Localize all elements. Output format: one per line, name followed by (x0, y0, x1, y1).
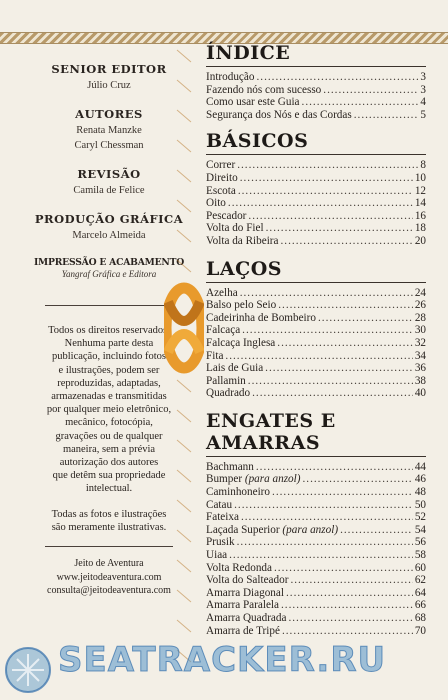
watermark-text: SEATRACKER.RU (58, 640, 387, 680)
toc-entry-label (206, 287, 238, 300)
toc-entry[interactable] (206, 324, 426, 337)
toc-entry[interactable] (206, 84, 426, 97)
toc-section (206, 410, 426, 637)
toc-entry-label (206, 499, 232, 512)
dot-leader (248, 375, 413, 388)
toc-page-number: 14 (414, 197, 426, 210)
credit-name: Camila de Felice (73, 185, 145, 196)
dot-leader (266, 222, 413, 235)
toc-entry-note: (para anzol) (244, 473, 301, 486)
photos-line: Todas as fotos e ilustrações (51, 508, 167, 520)
toc-entry-title: Bumper (206, 473, 243, 486)
dot-leader (238, 185, 413, 198)
dot-leader (340, 524, 413, 537)
toc-entry-title: Volta Redonda (206, 561, 272, 574)
toc-entry-label (206, 96, 300, 109)
toc-page-number: 18 (414, 222, 426, 235)
credit-name: Renata Manzke (76, 125, 142, 136)
toc-entry[interactable] (206, 612, 426, 625)
dot-leader (272, 486, 413, 499)
toc-entry[interactable] (206, 172, 426, 185)
dot-leader (354, 109, 419, 122)
toc-page-number: 26 (414, 299, 426, 312)
toc-entry-title: Balso pelo Seio (206, 299, 277, 312)
toc-page-number: 24 (414, 286, 426, 299)
toc-entry-note: (para anzol) (282, 523, 339, 536)
toc-page-number: 50 (414, 498, 426, 511)
toc-page-number: 46 (414, 473, 426, 486)
toc-entry[interactable] (206, 499, 426, 512)
toc-list (206, 159, 426, 247)
rights-line: armazenadas e transmitidas (51, 391, 167, 403)
toc-entry[interactable] (206, 210, 426, 223)
dot-leader (240, 172, 413, 185)
toc-entry-title: Azelha (206, 286, 238, 299)
credit-heading: SENIOR EDITOR (51, 62, 167, 76)
rights-line: por qualquer meio eletrônico, (46, 404, 172, 416)
toc-page-number: 44 (414, 460, 426, 473)
dot-leader (278, 299, 413, 312)
toc-entry-label (206, 197, 226, 210)
toc-page-number: 34 (414, 349, 426, 362)
toc-entry-title: Volta do Salteador (206, 574, 289, 587)
dot-leader (234, 499, 413, 512)
toc-list (206, 71, 426, 121)
toc-entry[interactable] (206, 159, 426, 172)
toc-entry[interactable] (206, 362, 426, 375)
toc-entry-title: Pallamin (206, 374, 246, 387)
website-link[interactable]: www.jeitodeaventura.com (56, 571, 162, 583)
toc-entry-title: Falcaça (206, 324, 241, 337)
rights-line: e ilustrações, podem ser (58, 364, 160, 376)
toc-entry-title: Cadeirinha de Bombeiro (206, 311, 316, 324)
toc-page-number: 3 (420, 83, 426, 96)
toc-entry-title: Oito (206, 197, 226, 210)
credit-name: Yangraf Gráfica e Editora (61, 269, 157, 279)
toc-page-number: 16 (414, 209, 426, 222)
dot-leader (240, 287, 413, 300)
toc-entry-title: Amarra Quadrada (206, 612, 287, 624)
rights-line: Todos os direitos reservados. (48, 325, 170, 336)
toc-entry-title: Uiaa (206, 549, 228, 562)
toc-entry-label (206, 159, 235, 172)
credit-heading: IMPRESSÃO E ACABAMENTO (33, 257, 185, 268)
toc-entry[interactable] (206, 109, 426, 122)
toc-entry[interactable] (206, 287, 426, 300)
credit-heading: AUTORES (75, 107, 143, 121)
toc-entry[interactable] (206, 350, 426, 363)
toc-page-number: 5 (420, 108, 426, 121)
toc-entry-title: Escota (206, 184, 236, 197)
toc-section (206, 42, 426, 121)
toc-entry-label (206, 337, 275, 350)
toc-entry-title: Como usar este Guia (206, 96, 300, 109)
toc-page-number: 20 (414, 234, 426, 247)
toc-entry-label (206, 299, 276, 312)
toc-entry-label (206, 172, 238, 185)
toc-entry-title: Amarra Paralela (206, 599, 279, 612)
toc-entry[interactable] (206, 562, 426, 575)
toc-page-number: 4 (420, 96, 426, 109)
toc-entry-label (206, 587, 284, 600)
dot-leader (281, 235, 413, 248)
dot-leader (241, 511, 413, 524)
toc-entry[interactable] (206, 185, 426, 198)
credit-heading: PRODUÇÃO GRÁFICA (34, 212, 184, 226)
toc-entry[interactable] (206, 222, 426, 235)
rights-line: maneira, sem a prévia (62, 443, 156, 455)
toc-entry-title: Amarra de Tripé (206, 624, 280, 637)
dot-leader (256, 71, 418, 84)
dot-leader (277, 337, 413, 350)
toc-page-number: 3 (420, 71, 426, 83)
dot-leader (225, 350, 412, 363)
dot-leader (323, 84, 418, 97)
rights-line: mecânico, fotocópia, (65, 417, 153, 429)
toc-page-number: 56 (414, 536, 426, 549)
toc-page-number: 32 (414, 336, 426, 349)
toc-entry-title: Pescador (206, 209, 247, 222)
toc-entry[interactable] (206, 71, 426, 84)
toc-entry[interactable] (206, 473, 426, 486)
toc-entry-title: Segurança dos Nós e das Cordas (206, 108, 352, 121)
toc-entry[interactable] (206, 486, 426, 499)
toc-entry-title: Falcaça Inglesa (206, 336, 276, 349)
toc-entry-label (206, 350, 223, 363)
toc-entry-label (206, 185, 236, 198)
divider (45, 546, 173, 547)
credit-name: Júlio Cruz (87, 80, 131, 91)
section-title: ENGATES E AMARRAS (206, 410, 426, 457)
toc-entry-label (206, 511, 239, 524)
toc-entry[interactable] (206, 337, 426, 350)
toc-entry-title: Lais de Guia (206, 362, 264, 375)
toc-page-number: 10 (414, 171, 426, 184)
section-title: BÁSICOS (206, 130, 426, 155)
toc-entry[interactable] (206, 299, 426, 312)
section-title: ÍNDICE (206, 42, 426, 67)
toc-entry-title: Fita (206, 349, 224, 362)
toc-entry-label (206, 549, 227, 562)
dot-leader (237, 159, 418, 172)
toc-entry[interactable] (206, 574, 426, 587)
photos-line: são meramente ilustrativas. (51, 521, 167, 533)
toc-entry[interactable] (206, 587, 426, 600)
toc-entry-title: Volta do Fiel (206, 222, 264, 235)
credit-heading: REVISÃO (77, 167, 141, 181)
toc-entry[interactable] (206, 599, 426, 612)
rights-line: autorização dos autores (59, 457, 159, 469)
toc-entry-label (206, 362, 263, 375)
dot-leader (302, 473, 412, 486)
toc-entry-label (206, 222, 264, 235)
dot-leader (274, 562, 413, 575)
toc-page-number: 38 (414, 374, 426, 387)
rights-line: Nenhuma parte desta (64, 338, 154, 350)
email-link[interactable]: consulta@jeitodeaventura.com (47, 585, 171, 597)
toc-entry[interactable] (206, 235, 426, 248)
toc-entry-title: Quadrado (206, 387, 251, 400)
toc-entry-label (206, 473, 300, 486)
toc-entry-label (206, 210, 246, 223)
toc-page-number: 40 (414, 387, 426, 400)
toc-entry-label (206, 461, 254, 474)
toc-entry[interactable] (206, 312, 426, 325)
toc-page-number: 48 (414, 486, 426, 499)
dot-leader (318, 312, 413, 325)
toc-entry-label (206, 312, 316, 325)
dot-leader (281, 599, 413, 612)
toc-entry[interactable] (206, 524, 426, 537)
toc-page-number: 28 (414, 311, 426, 324)
credit-name: Marcelo Almeida (72, 230, 146, 241)
toc-entry[interactable] (206, 549, 426, 562)
toc-entry-title: Catau (206, 498, 233, 511)
dot-leader (256, 461, 413, 474)
toc-page-number: 52 (414, 511, 426, 524)
rights-line: reproduzidas, adaptadas, (57, 377, 161, 389)
dot-leader (252, 387, 413, 400)
toc-page-number: 30 (414, 324, 426, 337)
toc-entry-label (206, 536, 235, 549)
toc-entry[interactable] (206, 387, 426, 400)
toc-page-number: 58 (414, 549, 426, 562)
toc-page-number: 60 (414, 561, 426, 574)
toc-entry-label (206, 375, 246, 388)
toc-entry[interactable] (206, 375, 426, 388)
dot-leader (286, 587, 413, 600)
toc-entry-label (206, 486, 270, 499)
toc-entry-label (206, 387, 250, 400)
publisher-name: Jeito de Aventura (74, 558, 144, 570)
toc-page-number: 12 (414, 184, 426, 197)
dot-leader (288, 612, 412, 625)
toc-page-number: 8 (420, 159, 426, 172)
toc-list (206, 461, 426, 637)
toc-entry-label (206, 524, 338, 537)
toc-entry[interactable] (206, 511, 426, 524)
toc-entry-title: Bachmann (206, 460, 254, 473)
dot-leader (229, 549, 413, 562)
toc-entry-title: Direito (206, 171, 238, 184)
table-of-contents (206, 42, 426, 637)
toc-entry-label (206, 324, 240, 337)
dot-leader (237, 536, 413, 549)
dot-leader (265, 362, 413, 375)
toc-entry-label (206, 71, 254, 84)
toc-entry-title: Volta da Ribeira (206, 234, 279, 247)
credit-name: Caryl Chessman (74, 140, 144, 151)
toc-entry[interactable] (206, 461, 426, 474)
dot-leader (290, 574, 412, 587)
toc-entry-title: Fateixa (206, 511, 239, 524)
toc-page-number: 68 (414, 612, 426, 624)
toc-page-number: 54 (414, 523, 426, 536)
toc-list (206, 287, 426, 400)
dot-leader (302, 96, 419, 109)
toc-section (206, 258, 426, 400)
toc-entry[interactable] (206, 536, 426, 549)
toc-entry[interactable] (206, 96, 426, 109)
rights-line: gravações ou de qualquer (55, 430, 163, 442)
divider (45, 305, 173, 306)
toc-entry-title: Introdução (206, 71, 255, 83)
rope-knot-illustration (164, 40, 204, 700)
section-title: LAÇOS (206, 258, 426, 283)
toc-entry-label (206, 612, 286, 625)
toc-entry-label (206, 109, 352, 122)
toc-page-number: 62 (414, 574, 426, 587)
toc-entry-title: Correr (206, 159, 236, 172)
toc-entry-title: Caminhoneiro (206, 486, 271, 499)
toc-entry-label (206, 574, 288, 587)
toc-section (206, 130, 426, 247)
toc-entry-title: Fazendo nós com sucesso (206, 83, 322, 96)
toc-entry-title: Amarra Diagonal (206, 586, 284, 599)
dot-leader (248, 210, 412, 223)
rights-line: publicação, incluindo fotos (51, 351, 166, 363)
toc-page-number: 66 (414, 599, 426, 612)
dot-leader (228, 197, 413, 210)
toc-entry-title: Laçada Superior (206, 523, 280, 536)
toc-page-number: 36 (414, 362, 426, 375)
toc-page-number: 70 (414, 624, 426, 637)
toc-entry-label (206, 599, 279, 612)
rights-line: intelectual. (85, 483, 133, 495)
toc-entry-label (206, 562, 272, 575)
toc-entry-label (206, 235, 279, 248)
rights-line: que detêm sua propriedade (52, 470, 166, 482)
toc-entry-label (206, 84, 321, 97)
toc-page-number: 64 (414, 586, 426, 599)
dot-leader (242, 324, 413, 337)
toc-entry[interactable] (206, 197, 426, 210)
toc-entry-title: Prusik (206, 536, 235, 549)
